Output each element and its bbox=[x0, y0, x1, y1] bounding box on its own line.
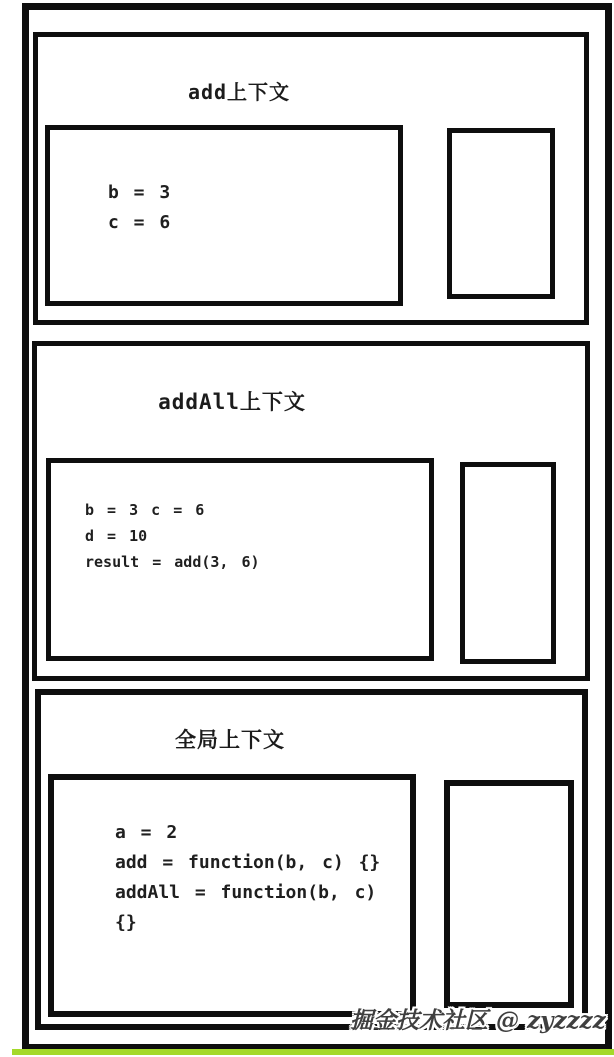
scope-box-global bbox=[444, 780, 574, 1008]
code-line: b = 3 c = 6 bbox=[85, 501, 205, 519]
scope-box-add bbox=[447, 128, 555, 299]
variable-box-add bbox=[45, 125, 403, 306]
watermark-text: 掘金技术社区 @ zyzzzz bbox=[350, 1007, 606, 1034]
code-line: b = 3 bbox=[108, 182, 171, 203]
context-title-addall: addAll上下文 bbox=[158, 390, 306, 414]
variable-box-global bbox=[48, 774, 416, 1017]
code-line: add = function(b, c) {} bbox=[115, 852, 381, 873]
code-line: d = 10 bbox=[85, 527, 148, 545]
code-line: a = 2 bbox=[115, 822, 178, 843]
code-line: {} bbox=[115, 912, 137, 933]
code-line: result = add(3, 6) bbox=[85, 553, 260, 571]
code-line: c = 6 bbox=[108, 212, 171, 233]
accent-bar bbox=[12, 1049, 614, 1055]
variable-box-addall bbox=[46, 458, 434, 661]
code-line: addAll = function(b, c) bbox=[115, 882, 377, 903]
context-title-global: 全局上下文 bbox=[175, 728, 285, 752]
context-title-add: add上下文 bbox=[187, 80, 291, 104]
scope-box-addall bbox=[460, 462, 556, 664]
